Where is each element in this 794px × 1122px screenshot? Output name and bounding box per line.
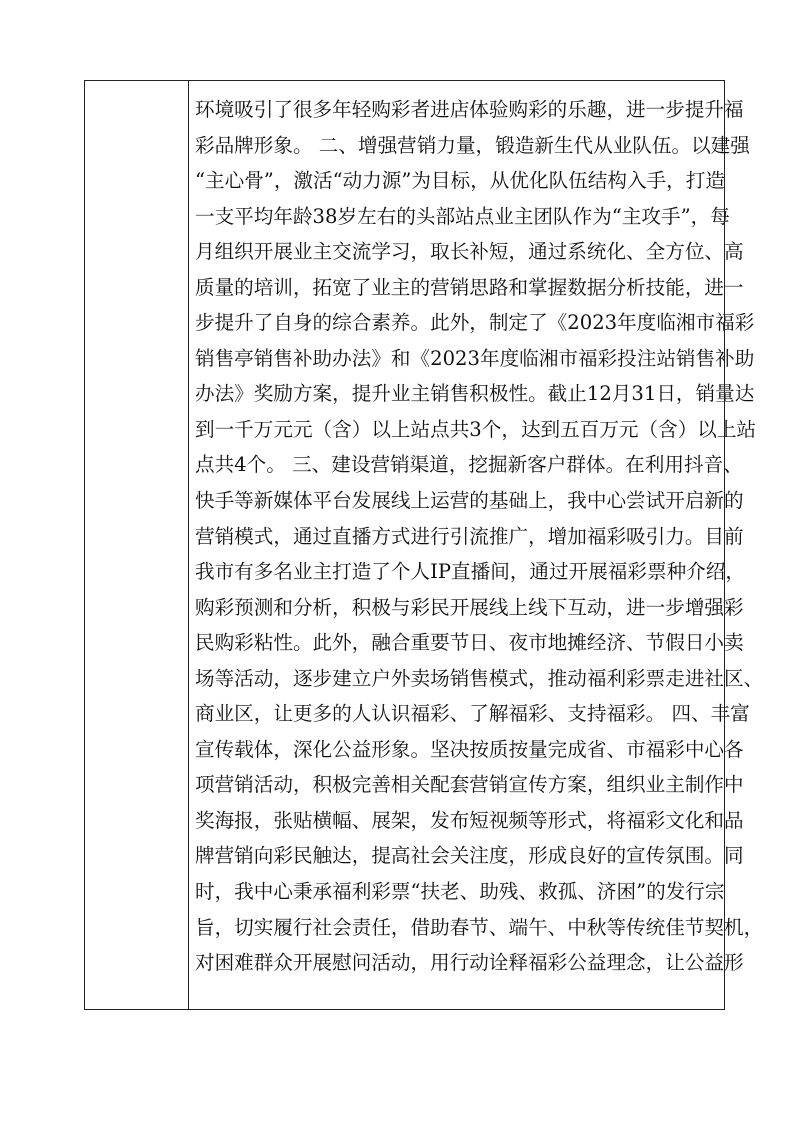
- text-line: 彩品牌形象。 二、增强营销力量，锻造新生代从业队伍。以建强: [195, 133, 750, 157]
- text-line: 质量的培训，拓宽了业主的营销思路和掌握数据分析技能，进一: [195, 275, 744, 299]
- text-line: 商业区，让更多的人认识福彩、了解福彩、支持福彩。 四、丰富: [195, 702, 750, 726]
- text-line: 点共4个。 三、建设营销渠道，挖掘新客户群体。在利用抖音、: [195, 453, 743, 477]
- content-cell: [195, 92, 764, 981]
- text-line: 民购彩粘性。此外，融合重要节日、夜市地摊经济、节假日小卖: [195, 631, 744, 655]
- text-line: 对困难群众开展慰问活动，用行动诠释福彩公益理念，让公益形: [195, 951, 744, 975]
- text-line: 场等活动，逐步建立户外卖场销售模式，推动福利彩票走进社区、: [195, 666, 764, 690]
- text-line: 快手等新媒体平台发展线上运营的基础上，我中心尝试开启新的: [195, 489, 744, 513]
- left-label-cell: [85, 81, 188, 1009]
- text-line: 旨，切实履行社会责任，借助春节、端午、中秋等传统佳节契机，: [195, 915, 764, 939]
- text-line: “主心骨”，激活“动力源”为目标，从优化队伍结构入手，打造: [195, 169, 725, 193]
- text-line: 宣传载体，深化公益形象。坚决按质按量完成省、市福彩中心各: [195, 737, 744, 761]
- text-line: 销售亭销售补助办法》和《2023年度临湘市福彩投注站销售补助: [195, 346, 755, 370]
- text-line: 办法》奖励方案，提升业主销售积极性。截止12月31日，销量达: [195, 382, 755, 406]
- text-line: 购彩预测和分析，积极与彩民开展线上线下互动，进一步增强彩: [195, 595, 744, 619]
- text-line: 项营销活动，积极完善相关配套营销宣传方案，组织业主制作中: [195, 773, 744, 797]
- text-line: 环境吸引了很多年轻购彩者进店体验购彩的乐趣，进一步提升福: [195, 98, 744, 121]
- text-line: 奖海报，张贴横幅、展架，发布短视频等形式，将福彩文化和品: [195, 808, 744, 832]
- text-line: 营销模式，通过直播方式进行引流推广，增加福彩吸引力。目前: [195, 524, 744, 548]
- column-divider: [188, 81, 189, 1009]
- text-line: 月组织开展业主交流学习，取长补短，通过系统化、全方位、高: [195, 240, 744, 264]
- text-line: 到一千万元元（含）以上站点共3个，达到五百万元（含）以上站: [195, 417, 757, 441]
- text-line: 我市有多名业主打造了个人IP直播间，通过开展福彩票种介绍，: [195, 560, 745, 584]
- text-line: 一支平均年龄38岁左右的头部站点业主团队作为“主攻手”，每: [195, 204, 730, 228]
- text-line: 牌营销向彩民触达，提高社会关注度，形成良好的宣传氛围。同: [195, 844, 744, 868]
- text-line: 时，我中心秉承福利彩票“扶老、助残、救孤、济困”的发行宗: [195, 880, 725, 904]
- table-frame: [84, 80, 764, 1010]
- text-line: 步提升了自身的综合素养。此外，制定了《2023年度临湘市福彩: [195, 311, 755, 335]
